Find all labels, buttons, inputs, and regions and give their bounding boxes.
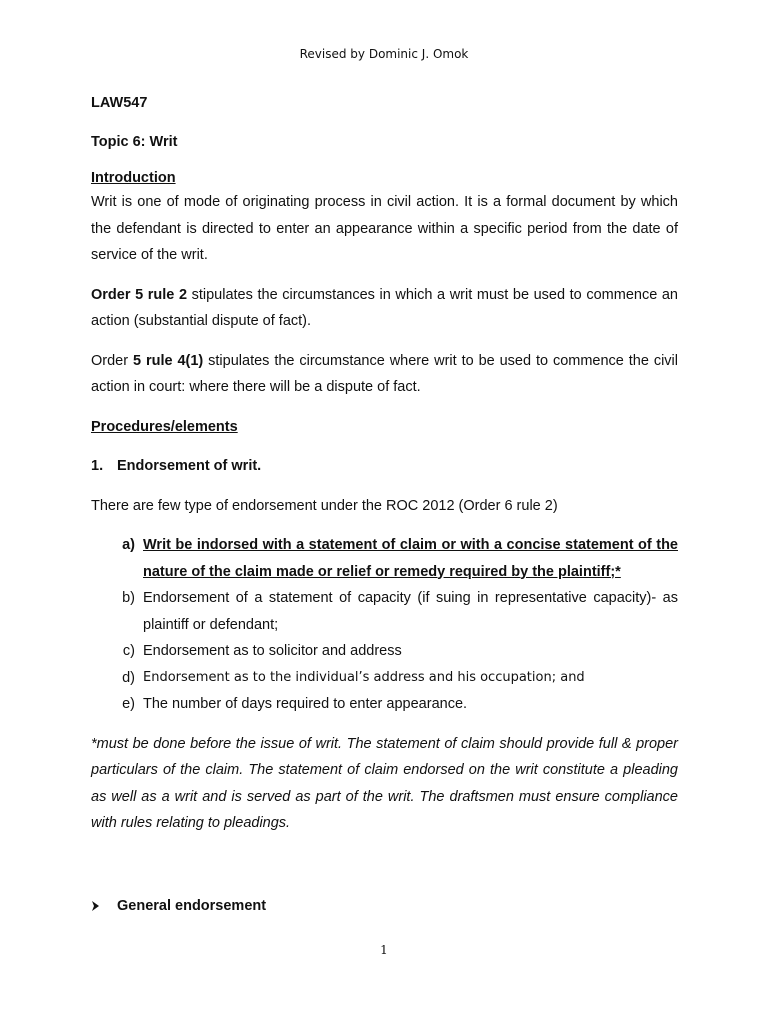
endorsement-heading-text: Endorsement of writ. bbox=[117, 458, 262, 474]
list-item-text: Writ be indorsed with a statement of claim or with a concise statement of the nature of the claim made or relief or remedy required by the plaintiff;* bbox=[143, 537, 678, 580]
page-number: 1 bbox=[380, 943, 388, 957]
list-marker: e) bbox=[122, 696, 135, 712]
endorsement-note: *must be done before the issue of writ. The statement of claim should provide full & proper particulars of the claim. The statement of claim endorsed on the writ constitute a pleading as well as a writ and is served as part of the writ. The draftsmen must ensure compliance with rules relating to pleadings. bbox=[91, 735, 678, 831]
list-marker: b) bbox=[122, 590, 135, 606]
order-5-rule-2-ref: Order 5 rule 2 bbox=[91, 286, 188, 303]
order-5-rule-2-paragraph bbox=[91, 282, 678, 335]
list-item bbox=[91, 691, 678, 718]
introduction-paragraph: Writ is one of mode of originating process in civil action. It is a formal document by which the defendant is directed to enter an appearance within a specific period from the date of service of the writ. bbox=[91, 194, 678, 263]
endorsement-number: 1. bbox=[91, 458, 104, 474]
order-5-rule-2-text: stipulates the circumstances in which a writ must be used to commence an action (substantial dispute of fact). bbox=[91, 286, 678, 329]
list-marker: a) bbox=[122, 537, 135, 553]
order-5-rule-4-ref: 5 rule 4(1) bbox=[132, 352, 204, 369]
list-item-text: Endorsement as to the individual’s address and his occupation; and bbox=[143, 669, 585, 685]
page-header: Revised by Dominic J. Omok bbox=[299, 47, 469, 61]
list-item bbox=[91, 532, 678, 585]
general-endorsement-heading: General endorsement bbox=[117, 897, 267, 914]
endorsement-heading bbox=[91, 453, 678, 480]
procedures-heading: Procedures/elements bbox=[91, 418, 238, 435]
order-5-rule-4-prefix: Order bbox=[91, 352, 133, 369]
introduction-heading: Introduction bbox=[91, 170, 176, 186]
list-item bbox=[91, 665, 678, 692]
order-5-rule-4-paragraph bbox=[91, 348, 678, 401]
list-item bbox=[91, 638, 678, 665]
list-item-text: Endorsement of a statement of capacity (if suing in representative capacity)- as plaintiff or defendant; bbox=[143, 590, 678, 633]
course-code: LAW547 bbox=[91, 95, 148, 111]
general-endorsement-row bbox=[91, 893, 678, 929]
topic-title: Topic 6: Writ bbox=[91, 133, 178, 150]
list-item-text: The number of days required to enter appearance. bbox=[143, 696, 468, 712]
arrow-bullet-icon bbox=[91, 893, 117, 929]
list-marker: d) bbox=[122, 669, 135, 686]
endorsement-list bbox=[91, 532, 678, 718]
list-item bbox=[91, 585, 678, 638]
endorsement-intro: There are few type of endorsement under the ROC 2012 (Order 6 rule 2) bbox=[91, 497, 558, 514]
order-5-rule-4-text: stipulates the circumstance where writ to be used to commence the civil action in court: where there will be a dispute of fact. bbox=[91, 352, 679, 395]
document-body bbox=[91, 90, 678, 928]
list-item-text: Endorsement as to solicitor and address bbox=[143, 643, 402, 659]
list-marker: c) bbox=[122, 643, 135, 659]
